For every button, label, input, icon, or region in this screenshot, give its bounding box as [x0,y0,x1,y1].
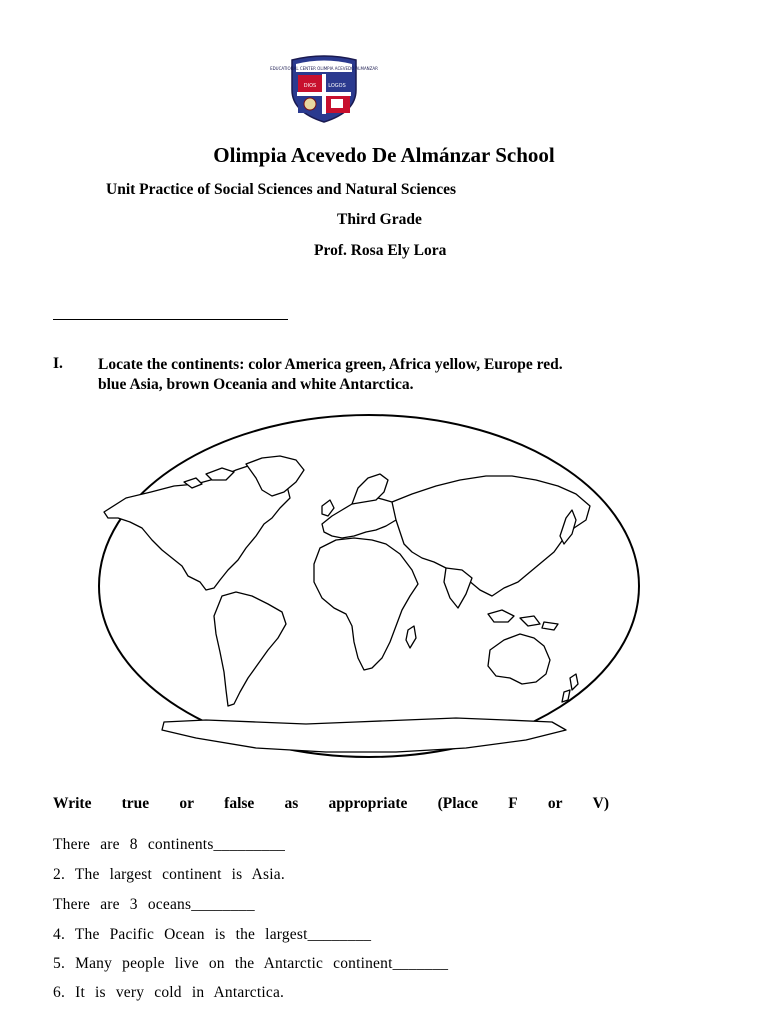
section-instructions [98,355,638,395]
heading-word: F [508,795,518,812]
crest-top-text: EDUCATIONAL CENTER OLIMPIA ACEVEDO ALMANZAR [270,66,378,71]
grade-label: Third Grade [337,211,422,228]
crest-badge-left: DIOS [303,83,317,89]
true-false-heading [53,795,609,813]
world-map[interactable] [96,412,642,760]
instruction-line-1: Locate the continents: color America green, Africa yellow, Europe red. [98,356,563,373]
question-4[interactable]: 4. The Pacific Ocean is the largest________ [53,926,372,943]
instruction-line-2: blue Asia, brown Oceania and white Antarctica. [98,376,414,393]
section-number: I. [53,355,63,372]
heading-word: as [284,795,299,812]
question-6[interactable]: 6. It is very cold in Antarctica. [53,984,285,1001]
heading-word: appropriate [328,795,408,812]
heading-word: true [121,795,150,812]
teacher-name: Prof. Rosa Ely Lora [314,242,447,259]
antarctica-shape [162,718,566,752]
heading-word: (Place [437,795,479,812]
question-5[interactable]: 5. Many people live on the Antarctic continent_______ [53,955,449,972]
school-crest-logo [270,54,378,124]
crest-badge-right: LOGOS [328,83,346,89]
question-3[interactable]: There are 3 oceans________ [53,896,255,913]
question-1[interactable]: There are 8 continents_________ [53,836,286,853]
heading-word: or [179,795,194,812]
heading-word: Write [53,795,92,812]
heading-word: or [547,795,563,812]
question-2[interactable]: 2. The largest continent is Asia. [53,866,285,883]
heading-word: V) [592,795,609,812]
student-name-line[interactable] [53,319,288,320]
school-name: Olimpia Acevedo De Almánzar School [213,143,555,167]
heading-word: false [224,795,255,812]
unit-title: Unit Practice of Social Sciences and Natural Sciences [106,181,456,198]
